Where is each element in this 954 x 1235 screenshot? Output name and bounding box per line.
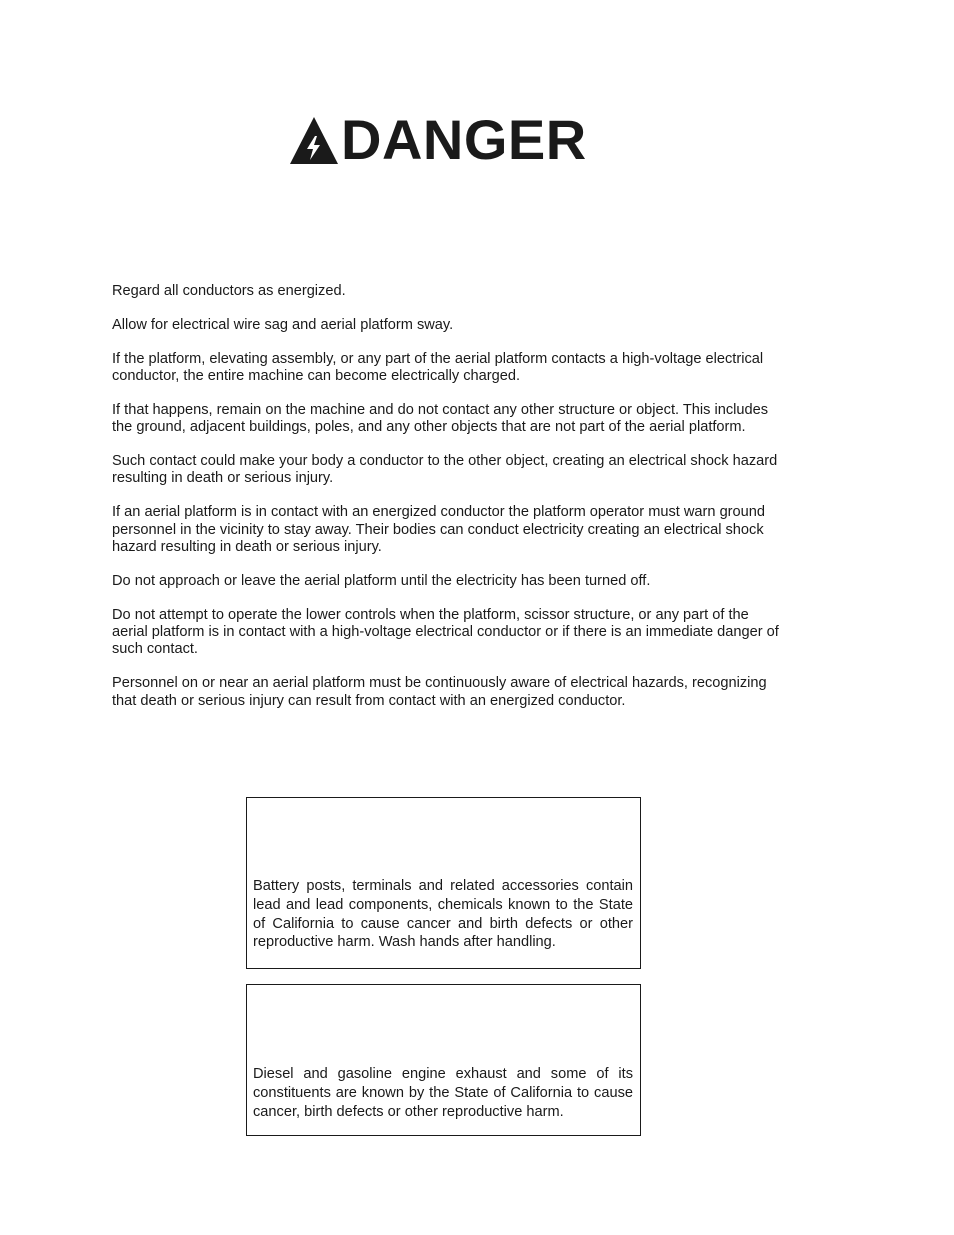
safety-instructions xyxy=(112,283,786,726)
paragraph: Do not approach or leave the aerial platform until the electricity has been turned off. xyxy=(112,572,651,589)
battery-warning-text: Battery posts, terminals and related accessories contain lead and lead components, chemicals known to the State of California to cause cancer and birth defects or other reproductive harm. Wash hands after handling. xyxy=(253,878,633,951)
paragraph: Allow for electrical wire sag and aerial platform sway. xyxy=(112,316,454,333)
paragraph: If that happens, remain on the machine and do not contact any other structure or object. This includes the ground, adjacent buildings, poles, and any other objects that are not part of the aerial platform. xyxy=(112,401,769,436)
paragraph: Do not attempt to operate the lower controls when the platform, scissor structure, or any part of the aerial platform is in contact with a high-voltage electrical conductor or if there is an immediate danger of such contact. xyxy=(112,606,779,658)
exhaust-warning-text: Diesel and gasoline engine exhaust and some of its constituents are known by the State of California to cause cancer, birth defects or other reproductive harm. xyxy=(253,1066,633,1120)
exhaust-warning-box xyxy=(246,984,641,1136)
battery-warning-box xyxy=(246,797,641,969)
paragraph: If an aerial platform is in contact with an energized conductor the platform operator must warn ground personnel in the vicinity to stay away. Their bodies can conduct electricity creating an electrical shock hazard resulting in death or serious injury. xyxy=(112,504,766,555)
high-voltage-triangle-icon xyxy=(289,115,339,165)
danger-header xyxy=(289,108,587,171)
paragraph: If the platform, elevating assembly, or any part of the aerial platform contacts a high-voltage electrical conductor, the entire machine can become electrically charged. xyxy=(112,350,764,385)
paragraph: Such contact could make your body a conductor to the other object, creating an electrical shock hazard resulting in death or serious injury. xyxy=(112,453,778,487)
paragraph: Regard all conductors as energized. xyxy=(112,283,346,299)
paragraph: Personnel on or near an aerial platform must be continuously aware of electrical hazards, recognizing that death or serious injury can result from contact with an energized conductor. xyxy=(112,675,767,709)
danger-title: DANGER xyxy=(341,108,587,171)
